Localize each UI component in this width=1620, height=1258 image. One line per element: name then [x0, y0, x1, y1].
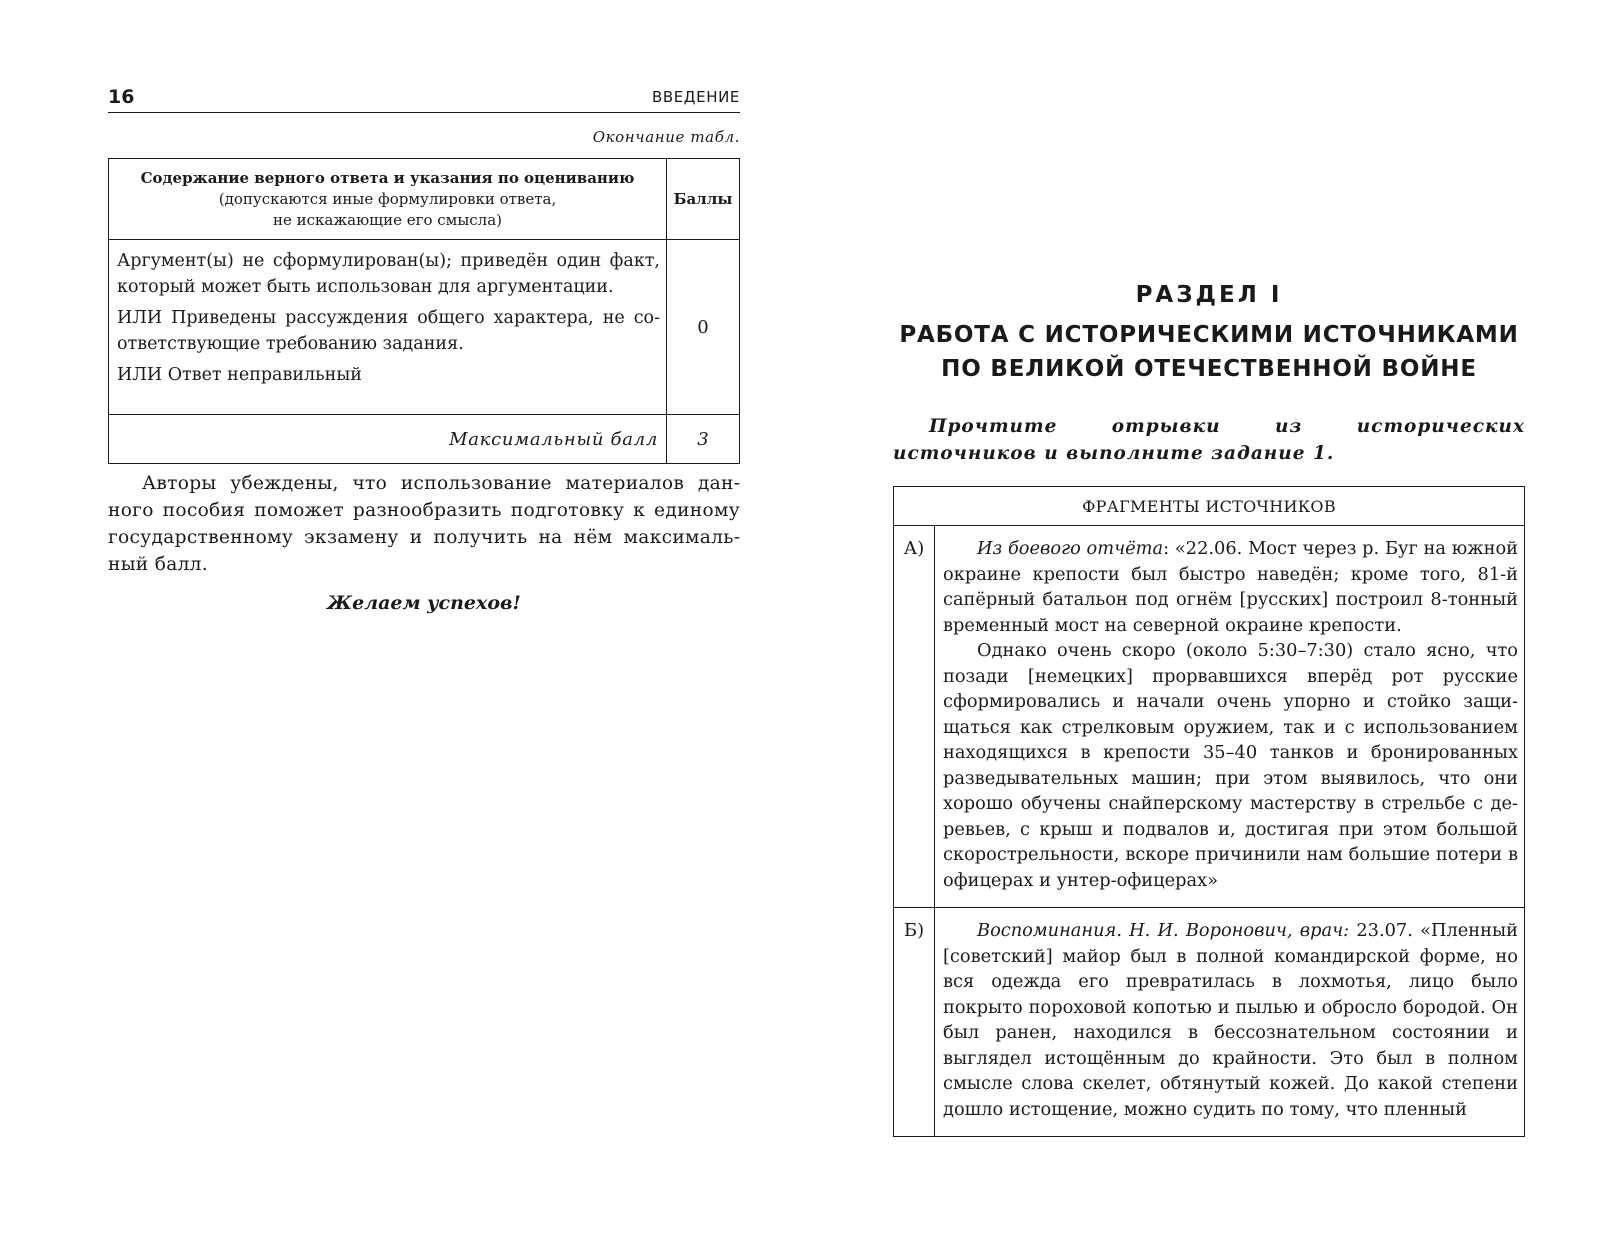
task-instruction: Прочтите отрывки из исторических источников и выполните задание 1.: [893, 416, 1525, 464]
fragment-text: [935, 526, 1525, 908]
section-subtitle-line-2: ПО ВЕЛИКОЙ ОТЕЧЕСТВЕННОЙ ВОЙНЕ: [941, 356, 1477, 382]
page-number: 16: [108, 86, 135, 108]
fragments-header: ФРАГМЕНТЫ ИСТОЧНИКОВ: [894, 487, 1525, 526]
table-continuation-note: Окончание табл.: [592, 128, 740, 146]
points-header: Баллы: [667, 159, 740, 240]
max-score-value: 3: [667, 415, 740, 464]
fragment-source: Из боевого отчёта: [977, 538, 1164, 559]
fragment-paragraph: Однако очень скоро (около 5:30–7:30) стало ясно, что позади [немецких] прорвавшихся вперёд рот русские сформировались и начали очень упорно и стойко защищаться как стрелковым оружием, так и с использованием находящихся в крепости 35–40 танков и бронированных разведывательных машин; при этом выявилось, что они хорошо обучены снайперскому мастерству в стрельбе с деревьев, с крыш и подвалов и, достигая при этом большой скорострельности, вскоре причинили нам большие потери в офицерах и унтер-офицерах»: [943, 640, 1518, 891]
section-name: ВВЕДЕНИЕ: [651, 88, 740, 106]
criteria-cell: [109, 240, 667, 415]
criteria-header-title: Содержание верного ответа и указания по оцениванию: [140, 168, 635, 187]
max-score-row: [109, 415, 740, 464]
fragments-header-row: [894, 487, 1525, 526]
fragment-row: [894, 526, 1525, 908]
criteria-header: [109, 159, 667, 240]
fragment-body: : «22.06. Мост через р. Буг на южной окраине крепости был быстро наведён; кроме того, 81-й сапёрный батальон под огнём [русских] построил 8-тонный временный мост на северной окраине крепости.: [943, 538, 1518, 636]
fragment-text: [935, 908, 1525, 1137]
fragment-row: [894, 908, 1525, 1137]
criteria-points: 0: [667, 240, 740, 415]
fragment-letter: Б): [894, 908, 935, 1137]
section-title: РАЗДЕЛ I: [1135, 282, 1283, 308]
scoring-table: [108, 158, 740, 464]
fragment-body: 23.07. «Пленный [советский] майор был в полной командирской форме, но вся одежда его превратилась в лохмотья, лицо было покрыто пороховой копотью и пылью и обросло бородой. Он был ранен, находился в бессознательном состоянии и выглядел истощённым до крайности. Это был в полном смысле слова скелет, обтянутый кожей. До какой степени дошло истощение, можно судить по тому, что пленный: [943, 920, 1518, 1120]
table-header-row: [109, 159, 740, 240]
criteria-line: Аргумент(ы) не сформулирован(ы); приведён один факт, который может быть использован для аргументации.: [117, 251, 660, 297]
right-page: [893, 0, 1525, 1258]
fragment-letter: А): [894, 526, 935, 908]
section-subtitle-line-1: РАБОТА С ИСТОРИЧЕСКИМИ ИСТОЧНИКАМИ: [899, 322, 1519, 348]
wish-text: Желаем успехов!: [327, 592, 521, 614]
fragment-paragraph: [943, 536, 1518, 638]
left-page: [108, 0, 740, 1258]
criteria-line: ИЛИ Ответ неправильный: [117, 365, 362, 385]
section-subtitle: [893, 318, 1525, 386]
fragments-table: [893, 486, 1525, 1137]
running-header: [108, 86, 740, 113]
criteria-header-note-2: не искажающие его смысла): [272, 210, 502, 229]
criteria-line: ИЛИ Приведены рассуждения общего характера, не соответствующие требованию задания.: [117, 308, 660, 354]
fragment-paragraph: [943, 918, 1518, 1122]
criteria-header-note-1: (допускаются иные формулировки ответа,: [218, 189, 557, 208]
fragment-source: Воспоминания. Н. И. Воронович, врач:: [977, 920, 1350, 941]
closing-paragraph: Авторы убеждены, что использование материалов данного пособия поможет разнообразить подготовку к единому государственному экзамену и получить на нём максимальный балл.: [108, 473, 740, 575]
table-row: [109, 240, 740, 415]
max-score-label: Максимальный балл: [109, 415, 667, 464]
